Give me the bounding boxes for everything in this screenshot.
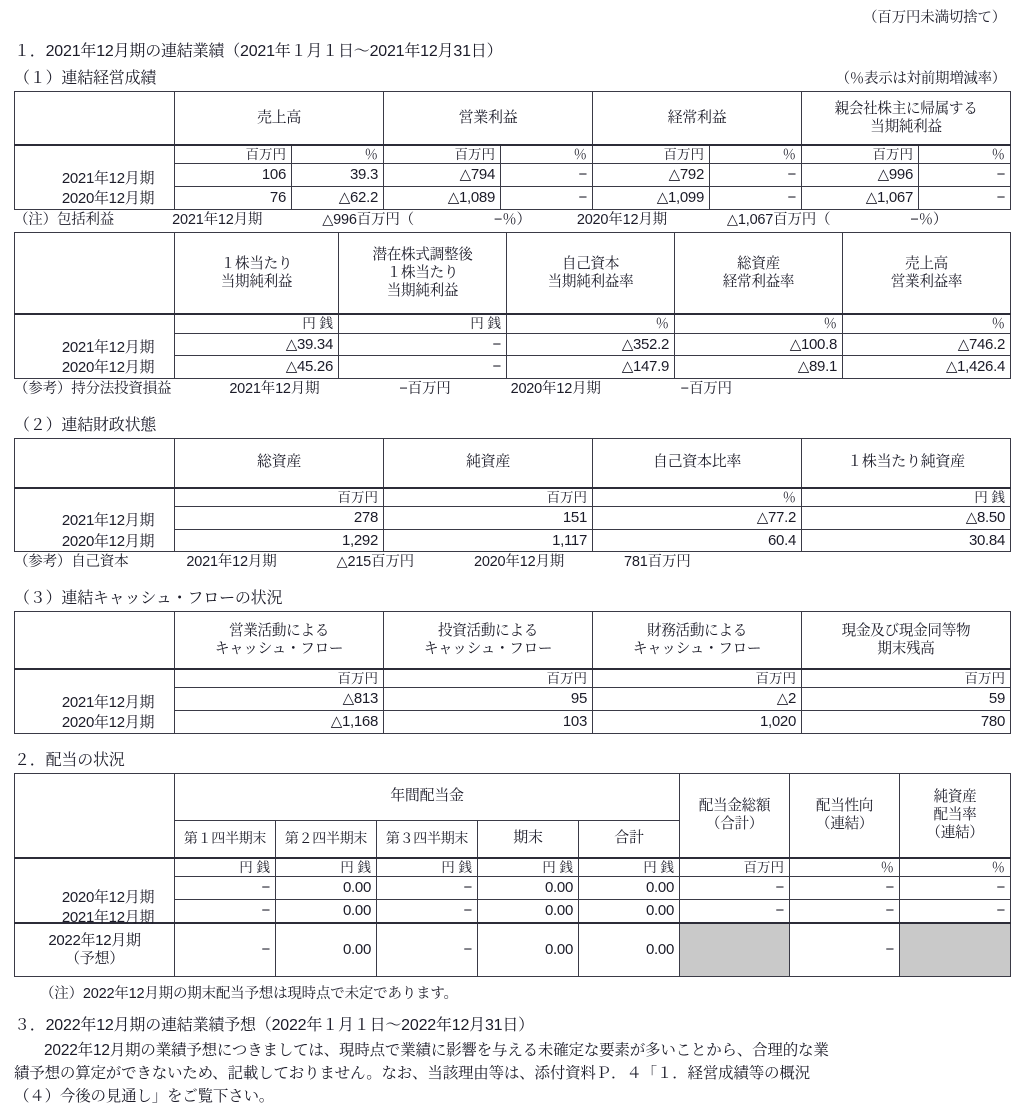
cell: 0.00 [276,923,377,977]
note-value-1: △215百万円 [336,554,414,571]
note-prefix: （注）包括利益 [14,211,115,228]
col-header-equity-ratio: 自己資本比率 [593,438,802,488]
cell: 0.00 [579,877,680,900]
rounding-note: （百万円未満切捨て） [863,10,1006,26]
col-header-operating-cf: 営業活動による キャッシュ・フロー [175,612,384,670]
unit-cell: ％ [900,858,1011,877]
comprehensive-income-note [14,211,1010,231]
cell: 0.00 [478,923,579,977]
cell: − [339,333,507,356]
unit-cell: 円 銭 [579,858,680,877]
cell: 30.84 [802,529,1011,552]
note-period-1: 2021年12月期 [186,554,277,571]
period-label: 2021年12月期 [61,693,155,711]
paragraph-line-3: （４）今後の見通し」をご覧下さい。 [14,1088,275,1106]
unit-row [15,488,1011,507]
col-header-q2-end: 第２四半期末 [276,820,377,858]
cell: 278 [175,506,384,529]
cell: △100.8 [675,333,843,356]
cell: − [377,899,478,922]
unit-cell: 円 銭 [339,314,507,333]
period-label: 2020年12月期 [61,359,155,377]
unit-cell: 百万円 [593,669,802,688]
cell: − [680,899,790,922]
note-value-2: △1,067百万円（ [726,211,831,228]
dividend-forecast-note: （注）2022年12月期の期末配当予想は現時点で未定であります。 [40,985,458,1002]
note-period-2: 2020年12月期 [576,211,667,228]
unit-cell: 百万円 [175,145,292,164]
cell: − [175,899,276,922]
col-header-cash-equivalents: 現金及び現金同等物 期末残高 [802,612,1011,670]
cell: △792 [593,164,710,187]
cell: − [900,899,1011,922]
period-label-suffix: （予想） [65,949,124,967]
cell: − [377,923,478,977]
unit-row [15,314,1011,333]
cell: 95 [384,688,593,711]
col-header-net-assets: 純資産 [384,438,593,488]
cell: − [501,164,593,187]
cell: − [900,877,1011,900]
section1-sub1-note: （％表示は対前期増減率） [835,71,1006,87]
note-period-2: 2020年12月期 [473,554,565,571]
section2-heading: ２．配当の状況 [14,751,125,769]
unit-cell: ％ [790,858,900,877]
cell: △2 [593,688,802,711]
note-period-1: 2021年12月期 [172,211,263,228]
cell: − [339,356,507,379]
unit-cell: ％ [843,314,1011,333]
cell: − [790,923,900,977]
unit-cell: 百万円 [802,669,1011,688]
cell: 106 [175,164,292,187]
period-label-group [28,338,188,379]
period-label: 2020年12月期 [61,190,155,208]
corner-cell [15,92,175,146]
col-header-total-assets: 総資産 [175,438,384,488]
cell: △996 [802,164,919,187]
cell: 39.3 [292,164,384,187]
unit-cell: ％ [292,145,384,164]
period-label: 2020年12月期 [61,532,155,550]
corner-cell [15,233,175,315]
col-header-total: 合計 [579,820,680,858]
period-label: 2020年12月期 [61,714,155,732]
cell: − [710,164,802,187]
col-header-year-end: 期末 [478,820,579,858]
cell: − [790,877,900,900]
period-label: 2021年12月期 [61,908,155,926]
cell: 1,292 [175,529,384,552]
cell: 0.00 [478,899,579,922]
col-header-total-dividends: 配当金総額 （合計） [680,773,790,858]
period-label: 2021年12月期 [61,339,155,357]
cell: △62.2 [292,186,384,209]
unit-cell: 百万円 [593,145,710,164]
note-value-1: △996百万円（ [322,211,414,228]
unit-cell: 円 銭 [478,858,579,877]
corner-cell [15,438,175,488]
cell: △77.2 [593,506,802,529]
cell: − [175,877,276,900]
section1-sub1-headingrow [14,65,1010,88]
note-period-1: 2021年12月期 [229,381,320,398]
col-header-q1-end: 第１四半期末 [175,820,276,858]
period-label: 2021年12月期 [61,169,155,187]
cell: − [919,164,1011,187]
cell: − [501,186,593,209]
col-header-ordinary-income: 経常利益 [593,92,802,146]
col-header-roa: 総資産 経常利益率 [675,233,843,315]
cell: △39.34 [175,333,339,356]
unit-cell: ％ [919,145,1011,164]
note-pct-1: −％） [493,211,531,228]
unit-row [15,145,1011,164]
col-header-operating-income: 営業利益 [384,92,593,146]
period-label: 2022年12月期 [48,931,141,949]
unit-cell: 百万円 [802,145,919,164]
cell-shaded [900,923,1011,977]
unit-cell: ％ [675,314,843,333]
col-header-q3-end: 第３四半期末 [377,820,478,858]
cell: 1,020 [593,711,802,734]
cell: − [919,186,1011,209]
section1-heading: １．2021年12月期の連結業績（2021年１月１日～2021年12月31日） [14,43,503,60]
unit-cell: 円 銭 [377,858,478,877]
cell: △352.2 [507,333,675,356]
unit-cell: 百万円 [384,669,593,688]
paragraph-line-2: 績予想の算定ができないため、記載しておりません。なお、当該理由等は、添付資料Ｐ．４「１．経営成績等の概況 [14,1064,810,1082]
cell: 0.00 [276,877,377,900]
cell: 0.00 [579,899,680,922]
unit-cell: 円 銭 [175,858,276,877]
cell: − [790,899,900,922]
cell: 1,117 [384,529,593,552]
note-pct-2: −％） [910,211,948,228]
cell: 76 [175,186,292,209]
cell: △813 [175,688,384,711]
note-prefix: （参考）自己資本 [14,554,129,571]
table-header-row [15,233,1011,315]
cell: △1,426.4 [843,356,1011,379]
col-header-diluted-eps: 潜在株式調整後 １株当たり 当期純利益 [339,233,507,315]
col-header-financing-cf: 財務活動による キャッシュ・フロー [593,612,802,670]
cell: − [710,186,802,209]
col-header-net-income-parent: 親会社株主に帰属する 当期純利益 [802,92,1011,146]
period-label-group [28,169,188,210]
cell: △45.26 [175,356,339,379]
note-value-1: −百万円 [399,381,451,398]
cell: △746.2 [843,333,1011,356]
cell: − [175,923,276,977]
cell: △147.9 [507,356,675,379]
unit-cell: ％ [507,314,675,333]
col-header-net-sales: 売上高 [175,92,384,146]
unit-cell: 百万円 [384,145,501,164]
shareholders-equity-note [14,553,1010,573]
cell-shaded [680,923,790,977]
cell: △89.1 [675,356,843,379]
unit-cell: ％ [593,488,802,507]
col-header-eps: １株当たり 当期純利益 [175,233,339,315]
unit-cell: ％ [710,145,802,164]
col-header-bps: １株当たり純資産 [802,438,1011,488]
col-header-operating-margin: 売上高 営業利益率 [843,233,1011,315]
cell: 103 [384,711,593,734]
unit-cell: 円 銭 [276,858,377,877]
unit-cell: 百万円 [384,488,593,507]
unit-row [15,858,1011,877]
section1-sub3-heading: （３）連結キャッシュ・フローの状況 [14,590,283,608]
cell: − [377,877,478,900]
dividends-table [14,773,1011,977]
table-header-row [15,438,1011,488]
unit-row [15,669,1011,688]
period-label-forecast [15,923,175,977]
cell: 0.00 [579,923,680,977]
corner-cell [15,612,175,670]
section1-sub1-heading: （１）連結経営成績 [14,70,157,87]
unit-cell: 円 銭 [175,314,339,333]
period-label-group [28,888,188,929]
col-header-roe: 自己資本 当期純利益率 [507,233,675,315]
unit-cell: ％ [501,145,593,164]
table-header-row-1 [15,773,1011,820]
cell: 0.00 [478,877,579,900]
cell: 60.4 [593,529,802,552]
note-value-2: 781百万円 [624,554,691,571]
cell: − [680,877,790,900]
table-row-forecast [15,923,1011,977]
table-header-row [15,612,1011,670]
col-header-investing-cf: 投資活動による キャッシュ・フロー [384,612,593,670]
note-period-2: 2020年12月期 [510,381,601,398]
paragraph-line-1: 2022年12月期の業績予想につきましては、現時点で業績に影響を与える未確定な要素が多いことから、合理的な業 [44,1041,829,1059]
note-value-2: −百万円 [680,381,732,398]
section1-sub2-heading: （２）連結財政状態 [14,416,157,434]
cell: △1,168 [175,711,384,734]
cell: 59 [802,688,1011,711]
equity-method-note [14,380,1010,400]
period-label-group [28,511,188,552]
cell: 151 [384,506,593,529]
note-prefix: （参考）持分法投資損益 [14,381,172,398]
cell: △8.50 [802,506,1011,529]
section3-paragraph [14,1039,1010,1108]
corner-cell [15,773,175,858]
cell: △794 [384,164,501,187]
cell: △1,067 [802,186,919,209]
cell: △1,089 [384,186,501,209]
cell: 0.00 [276,899,377,922]
col-header-payout-ratio: 配当性向 （連結） [790,773,900,858]
cell: 780 [802,711,1011,734]
unit-cell: 百万円 [680,858,790,877]
col-header-dividend-on-equity: 純資産 配当率 （連結） [900,773,1011,858]
period-label: 2021年12月期 [61,512,155,530]
period-label-group [28,693,188,734]
unit-cell: 百万円 [175,669,384,688]
cell: △1,099 [593,186,710,209]
table-header-row [15,92,1011,146]
unit-cell: 百万円 [175,488,384,507]
period-label: 2020年12月期 [61,888,155,906]
section3-heading: ３．2022年12月期の連結業績予想（2022年１月１日～2022年12月31日） [14,1016,534,1034]
col-header-annual-dividend: 年間配当金 [175,773,680,820]
unit-cell: 円 銭 [802,488,1011,507]
